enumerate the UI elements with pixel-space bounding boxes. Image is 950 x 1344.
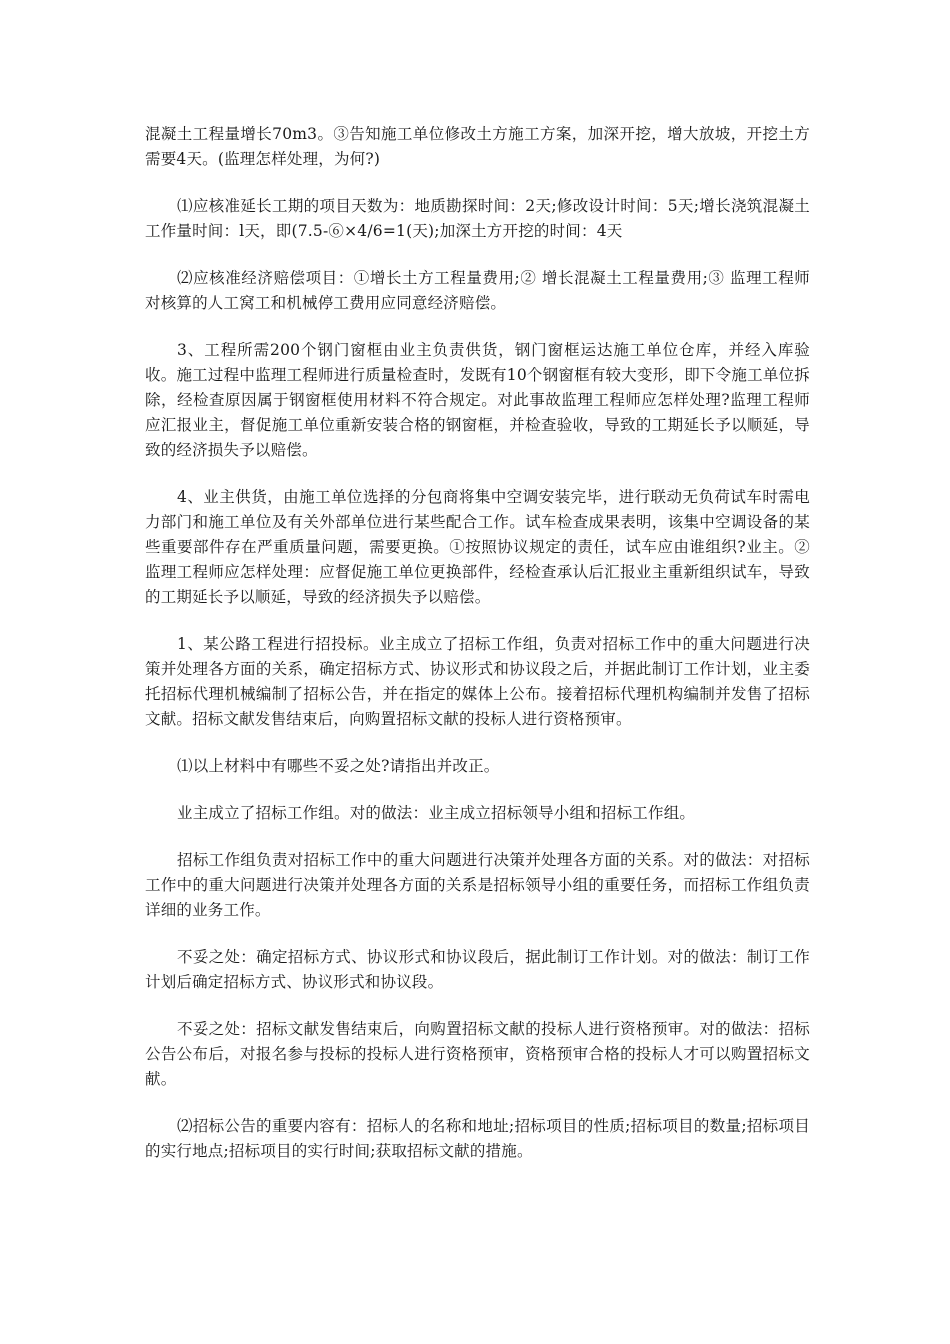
paragraph-compensation-items: ⑵应核准经济赔偿项目：①增长土方工程量费用;② 增长混凝土工程量费用;③ 监理工程师对核算的人工窝工和机械停工费用应同意经济赔偿。 (145, 269, 810, 312)
paragraph-item-3: 3、工程所需200个钢门窗框由业主负责供货，钢门窗框运达施工单位仓库，并经入库验收。施工过程中监理工程师进行质量检查时，发既有10个钢窗框有较大变形，即下令施工单位拆除，经检查原因属于钢窗框使用材料不符合规定。对此事故监理工程师应怎样处理?监理工程师应汇报业主，督促施工单位重新安装合格的钢窗框，并检查验收，导致的工期延长予以顺延，导致的经济损失予以赔偿。 (145, 341, 810, 459)
paragraph-question-1: ⑴以上材料中有哪些不妥之处?请指出并改正。 (177, 757, 500, 775)
paragraph-item-4: 4、业主供货，由施工单位选择的分包商将集中空调安装完毕，进行联动无负荷试车时需电力部门和施工单位及有关外部单位进行某些配合工作。试车检查成果表明，该集中空调设备的某些重要部件存在严重质量问题，需要更换。①按照协议规定的责任，试车应由谁组织?业主。②监理工程师应怎样处理：应督促施工单位更换部件，经检查承认后汇报业主重新组织试车，导致的工期延长予以顺延，导致的经济损失予以赔偿。 (145, 488, 810, 606)
paragraph-extension-days: ⑴应核准延长工期的项目天数为：地质勘探时间：2天;修改设计时间：5天;增长浇筑混凝土工作量时间：l天，即(7.5-⑥×4/6=1(天);加深土方开挖的时间：4天 (145, 197, 810, 240)
paragraph-answer-prequalification: 不妥之处：招标文献发售结束后，向购置招标文献的投标人进行资格预审。对的做法：招标公告公布后，对报名参与投标的投标人进行资格预审，资格预审合格的投标人才可以购置招标文献。 (145, 1020, 810, 1088)
paragraph-answer-workgroup: 业主成立了招标工作组。对的做法：业主成立招标领导小组和招标工作组。 (177, 804, 696, 822)
paragraph-question-2: ⑵招标公告的重要内容有：招标人的名称和地址;招标项目的性质;招标项目的数量;招标项目的实行地点;招标项目的实行时间;获取招标文献的措施。 (145, 1117, 810, 1160)
paragraph-answer-plan: 不妥之处：确定招标方式、协议形式和协议段后，据此制订工作计划。对的做法：制订工作计划后确定招标方式、协议形式和协议段。 (145, 948, 810, 991)
paragraph-answer-decisions: 招标工作组负责对招标工作中的重大问题进行决策并处理各方面的关系。对的做法：对招标工作中的重大问题进行决策并处理各方面的关系是招标领导小组的重要任务，而招标工作组负责详细的业务工作。 (145, 851, 810, 919)
paragraph-continuation: 混凝土工程量增长70m3。③告知施工单位修改土方施工方案，加深开挖，增大放坡，开挖土方需要4天。(监理怎样处理，为何?) (145, 125, 810, 168)
paragraph-case-1: 1、某公路工程进行招投标。业主成立了招标工作组，负责对招标工作中的重大问题进行决策并处理各方面的关系，确定招标方式、协议形式和协议段之后，并据此制订工作计划，业主委托招标代理机械编制了招标公告，并在指定的媒体上公布。接着招标代理机构编制并发售了招标文献。招标文献发售结束后，向购置招标文献的投标人进行资格预审。 (145, 635, 810, 728)
document-body (145, 122, 810, 1186)
